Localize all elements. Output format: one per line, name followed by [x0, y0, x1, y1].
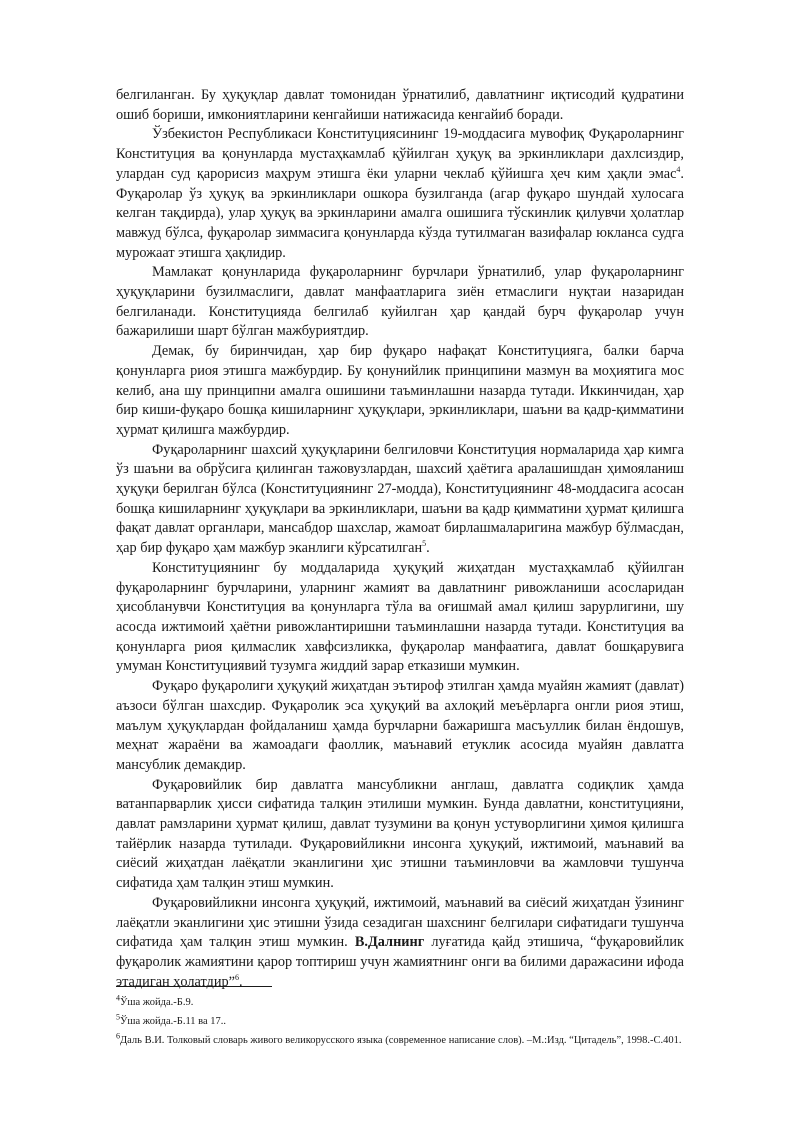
footnote-text: Ўша жойда.-Б.9.: [120, 997, 194, 1008]
paragraph-text: Конституциянинг бу моддаларида ҳуқуқий жиҳатдан мустаҳкамлаб қўйилган фуқароларнинг бурчларини, уларнинг жамият ва давлатнинг ривожланиши асосларидан ҳисобланувчи Конституция ва қонунларга тўла ва оғишмай амал қилиш зарурлигини, шу асосда ижтимоий ҳаётни ривожлантиришни таъминлашни назарда тутади. Конституция ва қонунларга риоя қилмаслик хавфсизликка, фуқаролар манфаатига, давлат бошқарувига умуман Конституциявий тузумга жиддий зарар етказиши мумкин.: [116, 559, 684, 675]
paragraph-text: белгиланган. Бу ҳуқуқлар давлат томонидан ўрнатилиб, давлатнинг иқтисодий қудратини ошиб бориши, имкониятларини кенгайиши натижасида кенгайиб боради.: [116, 87, 684, 123]
document-body: [116, 86, 684, 992]
footnote-mark: 6: [116, 1031, 120, 1041]
footnote-divider: [116, 986, 272, 987]
paragraph: [116, 776, 684, 894]
footnote-ref[interactable]: 5: [422, 539, 427, 549]
paragraph: [116, 342, 684, 441]
paragraph: [116, 559, 684, 677]
paragraph: [116, 894, 684, 993]
footnote-mark: 5: [116, 1012, 120, 1022]
footnote: [116, 1033, 684, 1048]
paragraph-text: луғатида қайд этишича, “фуқаровийлик фуқаролик жамиятини қарор топтириш учун жамиятнинг онги ва билими даражасини ифода этадиган ҳолатдир”: [116, 934, 684, 990]
paragraph: [116, 125, 684, 263]
paragraph-text: Фуқаровийликни инсонга ҳуқуқий, ижтимоий, маънавий ва сиёсий жиҳатдан ўзининг лаёқатли эканлигини ҳис этишни ўзида сезадиган шахснинг белгилари сифатидаги тушунча сифатида ҳам талқин этиш мумкин.: [116, 894, 684, 951]
footnote-ref[interactable]: 6: [234, 972, 239, 982]
paragraph-text: Демак, бу биринчидан, ҳар бир фуқаро нафақат Конституцияга, балки барча қонунларга риоя этишга мажбурдир. Бу қонунийлик принципини мазмун ва моҳиятига мос келиб, ана шу принципни амалга ошишини таъминлашни назарда тутади. Иккинчидан, ҳар бир киши-фуқаро бошқа кишиларнинг ҳуқуқлари, эркинликлари, шаъни ва қадр-қимматини ҳурмат қилишга мажбурдир.: [116, 343, 684, 438]
paragraph-text: .: [426, 540, 430, 557]
paragraph: [116, 441, 684, 559]
paragraph-text: . Фуқаролар ўз ҳуқуқ ва эркинликлари ошкора бузилганда (агар фуқаро шундай хулосага келган тақдирда), улар ҳуқуқ ва эркинларини амалга ошишига тўскинлик қилувчи ҳолатлар мавжуд бўлса, фуқаролар зиммасига қонунларда кўзда тутилмаган вазифалар юкланса судга мурожаат этишга ҳақлидир.: [116, 165, 684, 261]
paragraph-text: Фуқаро фуқаролиги ҳуқуқий жиҳатдан эътироф этилган ҳамда муайян жамият (давлат) аъзоси бўлган шахсдир. Фуқаролик эса ҳуқуқий ва ахлоқий меъёрларга онгли риоя этиш, маълум ҳуқуқлардан фойдаланиш ҳамда бурчларни бажаришга масъуллик билан ёндошув, меҳнат жараёни ва жамоадаги фаоллик, маънавий етуклик асосида муайян давлатга мансублик демакдир.: [116, 678, 684, 773]
paragraph-text: .: [238, 973, 243, 990]
paragraph-text: Фуқароларнинг шахсий ҳуқуқларини белгиловчи Конституция нормаларида ҳар кимга ўз шаъни ва обрўсига қилинган тажовузлардан, шахсий ҳаётига аралашишдан ҳимояланиш ҳуқуқи берилган бўлса (Конституциянинг 27-модда), Конституциянинг 48-моддасига асосан бошқа кишиларнинг ҳуқуқлари ва эркинликлари, шаъни ва қадр қимматини ҳурмат қилишга фақат давлат органлари, мансабдор шахслар, жамоат бирлашмаларигина мажбур бўлмасдан, ҳар бир фуқаро ҳам мажбур эканлиги кўрсатилган: [116, 441, 684, 557]
footnote-text: Ўша жойда.-Б.11 ва 17..: [120, 1016, 227, 1027]
footnote-ref[interactable]: 4: [676, 165, 681, 175]
paragraph: [116, 86, 684, 125]
author-name: В.Далнинг: [354, 934, 425, 951]
footnote-mark: 4: [116, 993, 120, 1003]
footnote: [116, 1014, 684, 1029]
footnotes: [116, 986, 684, 1052]
paragraph: [116, 677, 684, 776]
paragraph-text: Мамлакат қонунларида фуқароларнинг бурчлари ўрнатилиб, улар фуқароларнинг ҳуқуқларини бузилмаслиги, давлат манфаатларига зиён етмаслиги нуқтаи назаридан белгиланади. Конституцияда белгилаб куйилган ҳар қандай бурч фуқаролар учун бажарилиши шарт бўлган мажбуриятдир.: [116, 264, 684, 340]
paragraph: [116, 263, 684, 342]
footnote: [116, 995, 684, 1010]
footnote-text: Даль В.И. Толковый словарь живого великорусского языка (современное написание слов). –М.:Изд. “Цитадель”, 1998.-С.401.: [120, 1035, 682, 1046]
paragraph-text: Фуқаровийлик бир давлатга мансубликни англаш, давлатга содиқлик ҳамда ватанпарварлик ҳисси сифатида талқин этилиши мумкин. Бунда давлатни, конституцияни, давлат рамзларини ҳурмат қилиш, давлат тузумини ва қонун устуворлигини ҳимоя қилишга тайёрлик назарда тутилади. Фуқаровийликни инсонга ҳуқуқий, ижтимоий, маънавий ва сиёсий жиҳатдан лаёқатли эканлигини ҳис этишни таъминловчи ва жамловчи тушунча сифатида ҳам талқин этиш мумкин.: [116, 776, 684, 892]
paragraph-text: Ўзбекистон Республикаси Конституциясининг 19-моддасига мувофиқ Фуқароларнинг Конституция ва қонунларда мустаҳкамлаб қўйилган ҳуқуқ ва эркинликлари дахлсиздир, улардан суд қарорисиз маҳрум этишга ёки уларни чеклаб қўйишга ҳеч ким ҳақли эмас: [116, 126, 684, 182]
